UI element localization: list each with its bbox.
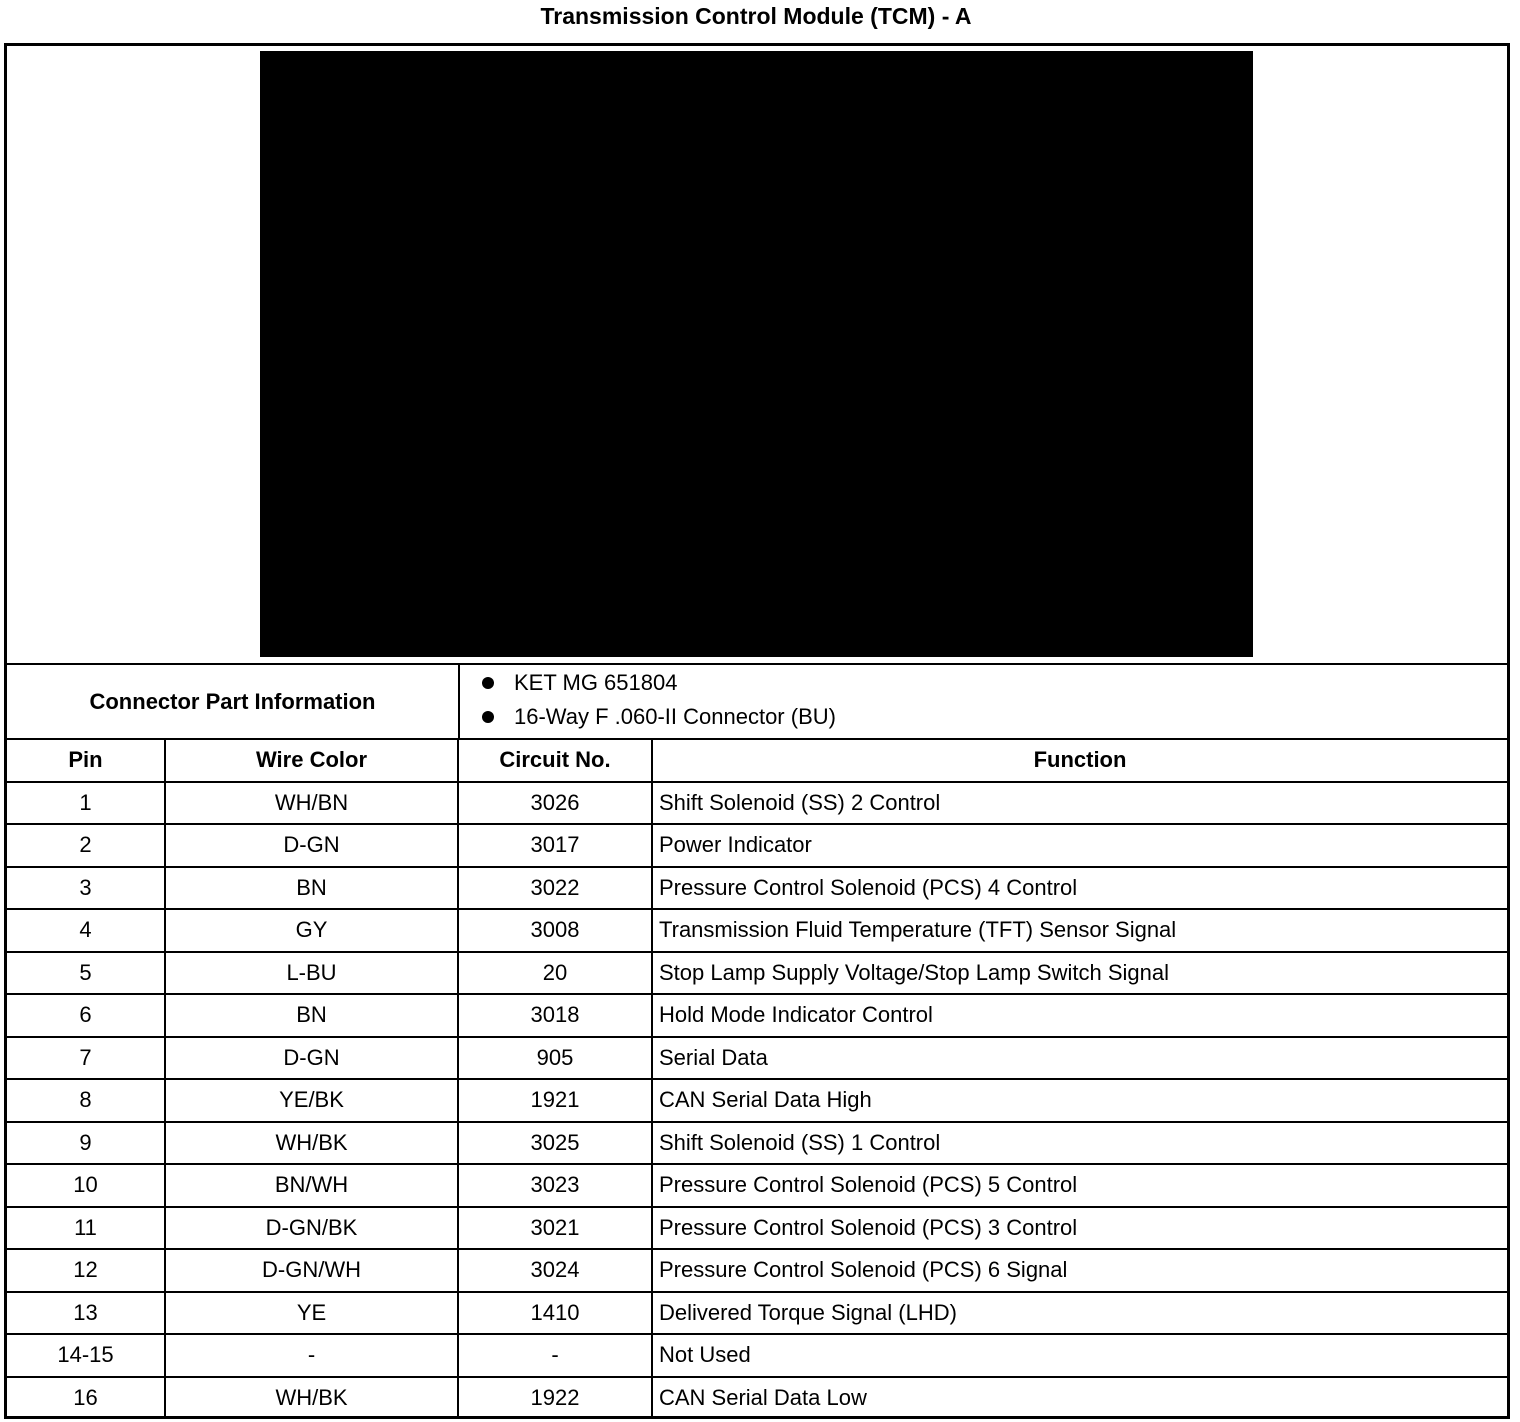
- wire-color-cell: L-BU: [165, 952, 458, 995]
- connector-part-info-item: KET MG 651804: [460, 667, 1507, 699]
- wire-color-cell: YE/BK: [165, 1079, 458, 1122]
- pin-cell: 13: [7, 1292, 165, 1335]
- function-cell: Pressure Control Solenoid (PCS) 3 Control: [652, 1207, 1507, 1250]
- circuit-no-cell: 3021: [458, 1207, 652, 1250]
- connector-image: [260, 51, 1253, 657]
- pin-cell: 5: [7, 952, 165, 995]
- table-row: [7, 994, 1507, 1037]
- pin-cell: 8: [7, 1079, 165, 1122]
- circuit-no-cell: 3018: [458, 994, 652, 1037]
- table-row: [7, 909, 1507, 952]
- circuit-no-cell: -: [458, 1334, 652, 1377]
- function-cell: CAN Serial Data High: [652, 1079, 1507, 1122]
- circuit-no-cell: 905: [458, 1037, 652, 1080]
- table-row: [7, 1079, 1507, 1122]
- wire-color-cell: WH/BK: [165, 1377, 458, 1419]
- circuit-no-cell: 20: [458, 952, 652, 995]
- connector-table-frame: [4, 43, 1510, 1419]
- table-row: [7, 782, 1507, 825]
- table-row: [7, 1164, 1507, 1207]
- function-cell: Not Used: [652, 1334, 1507, 1377]
- circuit-no-cell: 3024: [458, 1249, 652, 1292]
- wire-color-cell: D-GN: [165, 1037, 458, 1080]
- table-row: [7, 1334, 1507, 1377]
- bullet-icon: [482, 677, 494, 689]
- table-row: [7, 952, 1507, 995]
- table-row: [7, 1377, 1507, 1419]
- circuit-no-cell: 3026: [458, 782, 652, 825]
- connector-part-info-label: Connector Part Information: [7, 665, 460, 738]
- wire-color-cell: BN/WH: [165, 1164, 458, 1207]
- circuit-no-cell: 3017: [458, 824, 652, 867]
- table-row: [7, 1207, 1507, 1250]
- pin-cell: 9: [7, 1122, 165, 1165]
- header-wire-color: Wire Color: [165, 740, 458, 782]
- wire-color-cell: WH/BN: [165, 782, 458, 825]
- header-pin: Pin: [7, 740, 165, 782]
- pin-cell: 3: [7, 867, 165, 910]
- function-cell: Hold Mode Indicator Control: [652, 994, 1507, 1037]
- pin-cell: 6: [7, 994, 165, 1037]
- function-cell: Power Indicator: [652, 824, 1507, 867]
- header-function: Function: [652, 740, 1507, 782]
- table-row: [7, 1249, 1507, 1292]
- pin-cell: 4: [7, 909, 165, 952]
- function-cell: Shift Solenoid (SS) 2 Control: [652, 782, 1507, 825]
- pin-cell: 11: [7, 1207, 165, 1250]
- pin-cell: 10: [7, 1164, 165, 1207]
- circuit-no-cell: 3022: [458, 867, 652, 910]
- function-cell: CAN Serial Data Low: [659, 1384, 867, 1410]
- connector-part-info-list: [460, 665, 1507, 738]
- table-row: [7, 1037, 1507, 1080]
- header-circuit-no: Circuit No.: [458, 740, 652, 782]
- wire-color-cell: BN: [165, 867, 458, 910]
- connector-part-info-item: 16-Way F .060-II Connector (BU): [460, 701, 1507, 733]
- table-row: [7, 867, 1507, 910]
- circuit-no-cell: 3025: [458, 1122, 652, 1165]
- function-cell: Pressure Control Solenoid (PCS) 5 Control: [652, 1164, 1507, 1207]
- table-row: [7, 1122, 1507, 1165]
- circuit-no-cell: 1921: [458, 1079, 652, 1122]
- circuit-no-cell: 3023: [458, 1164, 652, 1207]
- function-cell: Serial Data: [652, 1037, 1507, 1080]
- wire-color-cell: BN: [165, 994, 458, 1037]
- function-cell: Shift Solenoid (SS) 1 Control: [652, 1122, 1507, 1165]
- table-header-row: [7, 740, 1507, 782]
- circuit-no-cell: 3008: [458, 909, 652, 952]
- function-cell: Stop Lamp Supply Voltage/Stop Lamp Switch Signal: [652, 952, 1507, 995]
- table-row: [7, 824, 1507, 867]
- pin-cell: 14-15: [7, 1334, 165, 1377]
- wire-color-cell: WH/BK: [165, 1122, 458, 1165]
- page-title: Transmission Control Module (TCM) - A: [540, 3, 972, 29]
- function-cell: Pressure Control Solenoid (PCS) 4 Control: [652, 867, 1507, 910]
- connector-figure-area: [7, 46, 1507, 665]
- pin-cell: 1: [7, 782, 165, 825]
- connector-part-info-row: [7, 665, 1507, 740]
- wire-color-cell: YE: [165, 1292, 458, 1335]
- pin-cell: 12: [7, 1249, 165, 1292]
- wire-color-cell: D-GN: [165, 824, 458, 867]
- pin-cell: 2: [7, 824, 165, 867]
- pin-cell: 7: [7, 1037, 165, 1080]
- circuit-no-cell: 1922: [458, 1377, 652, 1419]
- table-row: [7, 1292, 1507, 1335]
- function-cell: Delivered Torque Signal (LHD): [652, 1292, 1507, 1335]
- wire-color-cell: -: [165, 1334, 458, 1377]
- pin-cell: 16: [7, 1377, 165, 1419]
- wire-color-cell: D-GN/WH: [165, 1249, 458, 1292]
- pinout-table: [7, 740, 1507, 1418]
- wire-color-cell: GY: [165, 909, 458, 952]
- bullet-icon: [482, 711, 494, 723]
- circuit-no-cell: 1410: [458, 1292, 652, 1335]
- wire-color-cell: D-GN/BK: [165, 1207, 458, 1250]
- function-cell: Pressure Control Solenoid (PCS) 6 Signal: [652, 1249, 1507, 1292]
- function-cell: Transmission Fluid Temperature (TFT) Sensor Signal: [652, 909, 1507, 952]
